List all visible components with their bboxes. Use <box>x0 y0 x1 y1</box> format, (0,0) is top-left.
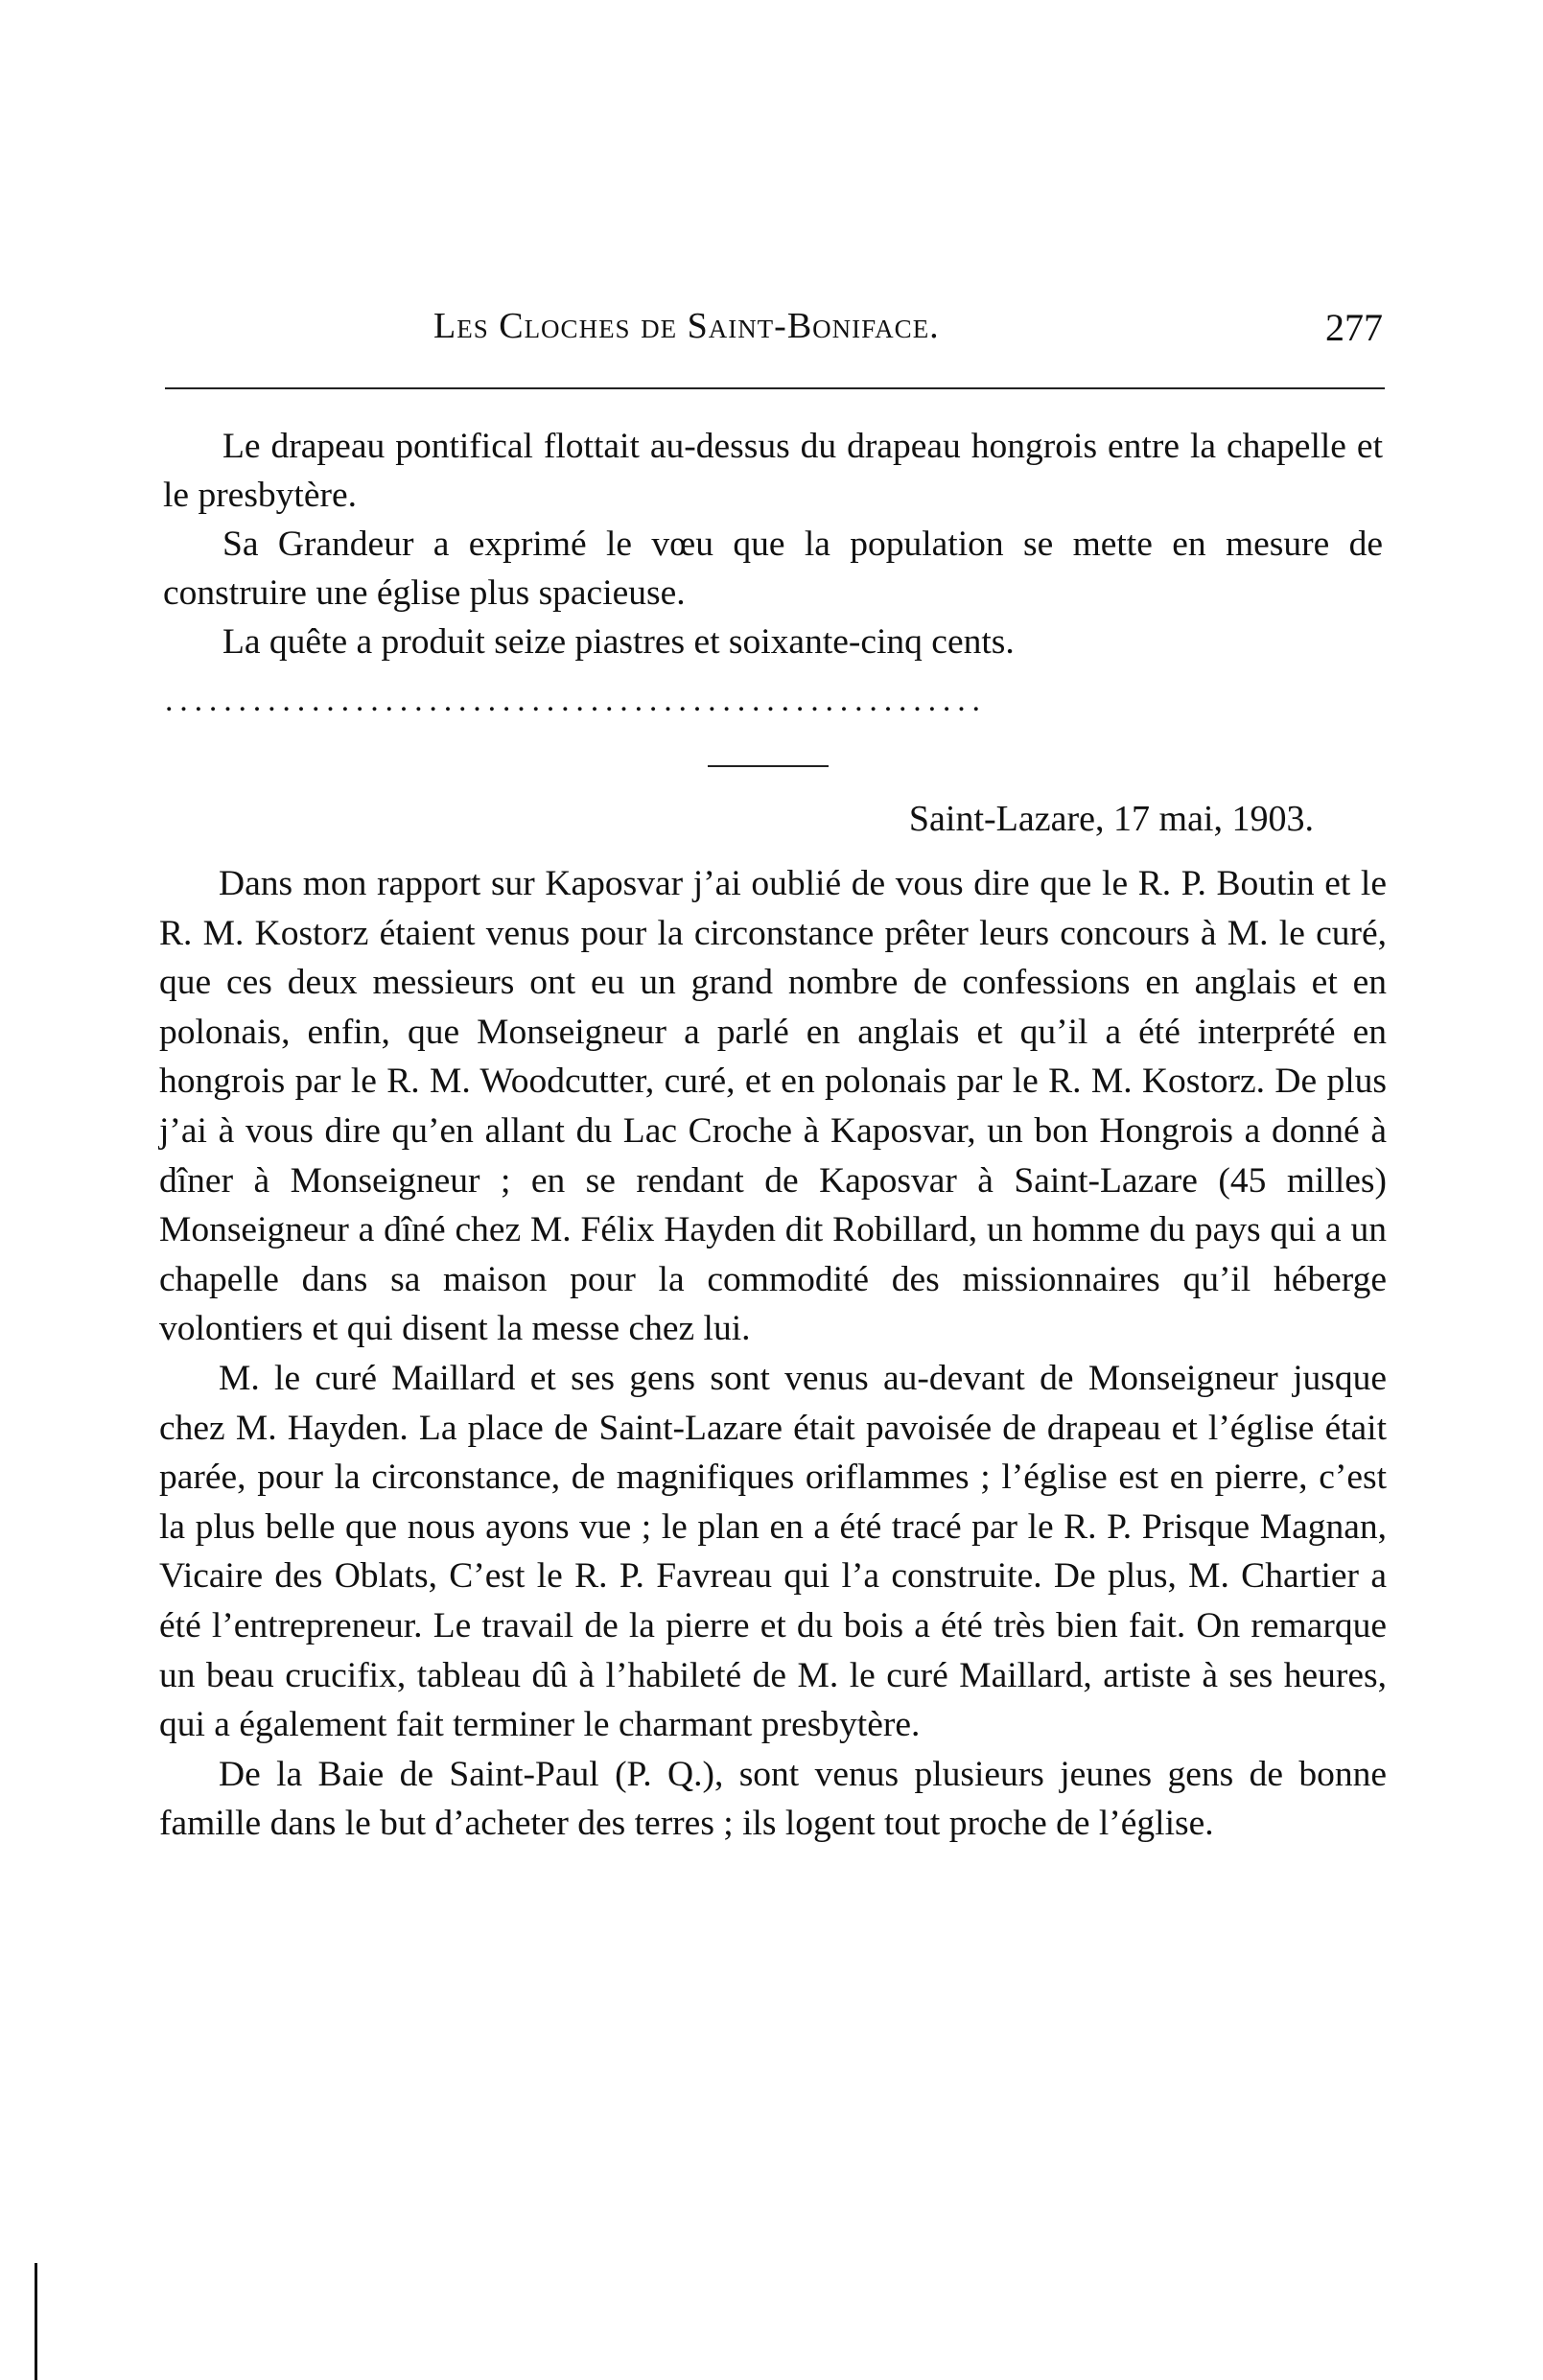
page-header <box>165 305 1383 362</box>
bottom-text-block <box>159 859 1387 1849</box>
paragraph: Sa Grandeur a exprimé le vœu que la population se mette en mesure de construire une église plus spacieuse. <box>163 525 1383 613</box>
paragraph: M. le curé Maillard et ses gens sont venus au-devant de Monseigneur jusque chez M. Hayden. La place de Saint-Lazare était pavoisée de drapeau et l’église était parée, pour la circonstance, de magnifiques oriflammes ; l’église est en pierre, c’est la plus belle que nous ayons vue ; le plan en a été tracé par le R. P. Prisque Magnan, Vicaire des Oblats, C’est le R. P. Favreau qui l’a construite. De plus, M. Chartier a été l’entrepreneur. Le travail de la pierre et du bois a été très bien fait. On remarque un beau crucifix, tableau dû à l’habileté de M. le curé Maillard, artiste à ses heures, qui a également fait terminer le charmant presbytère. <box>159 1358 1387 1745</box>
page-number: 277 <box>1325 306 1383 349</box>
paragraph: Dans mon rapport sur Kaposvar j’ai oublié de vous dire que le R. P. Boutin et le R. M. Kostorz étaient venus pour la circonstance prêter leurs concours à M. le curé, que ces deux messieurs ont eu un grand nombre de confessions en anglais et en polonais, enfin, que Monseigneur a parlé en anglais et qu’il a été interprété en hongrois par le R. M. Woodcutter, curé, et en polonais par le R. M. Kostorz. De plus j’ai à vous dire qu’en allant du Lac Croche à Kaposvar, un bon Hongrois a donné à dîner à Monseigneur ; en se rendant de Kaposvar à Saint-Lazare (45 milles) Monseigneur a dîné chez M. Félix Hayden dit Robillard, un homme du pays qui a un chapelle dans sa maison pour la commodité des missionnaires qu’il héberge volontiers et qui disent la messe chez lui. <box>159 864 1387 1349</box>
dateline: Saint-Lazare, 17 mai, 1903. <box>908 799 1314 839</box>
header-rule <box>165 387 1385 389</box>
paragraph: De la Baie de Saint-Paul (P. Q.), sont venus plusieurs jeunes gens de bonne famille dans le but d’acheter des terres ; ils logent tout proche de l’église. <box>159 1754 1387 1844</box>
separator-dots: ........................................................ <box>165 683 987 718</box>
paragraph: La quête a produit seize piastres et soixante-cinq cents. <box>222 622 1015 662</box>
running-title: Les Cloches de Saint-Boniface. <box>433 306 940 346</box>
section-rule <box>708 765 829 767</box>
top-text-block <box>163 422 1383 666</box>
paragraph: Le drapeau pontifical flottait au-dessus du drapeau hongrois entre la chapelle et le presbytère. <box>163 427 1383 515</box>
margin-mark <box>35 2263 37 2380</box>
